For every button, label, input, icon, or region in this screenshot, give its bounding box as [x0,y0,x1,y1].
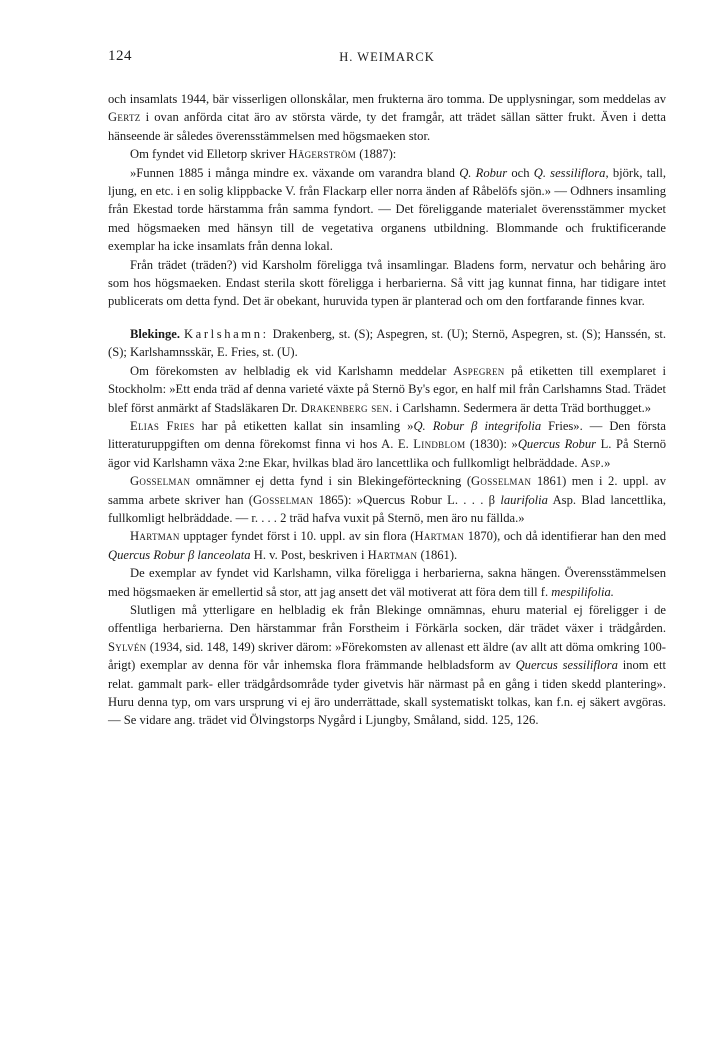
italic-text: Q. sessiliflora, [533,165,609,180]
author-name: Gertz [108,110,141,125]
author-name: Hartman [367,547,418,562]
author-name: Gosselman [130,474,191,489]
italic-text: Quercus Robur β lanceolata [108,547,251,562]
text-run: 1870), och då identifierar han den med [464,529,666,544]
locality-name: Karlshamn: [183,326,269,341]
page [108,48,666,730]
text-run: (1887): [356,147,397,162]
page-number: 124 [108,48,132,64]
paragraph [108,564,666,601]
text-run: i ovan anförda citat äro av största värde, ty det framgår, att trädet sällan sätter frukt. Även i detta hänseende är således överensstämmelsen med högsmaeken stor. [108,110,666,143]
text-run: 1861) men i 2. uppl. av samma arbete skriver han ( [108,474,666,507]
text-run: Om förekomsten av helbladig ek vid Karlshamn meddelar [130,363,454,378]
text-run: (1934, sid. 148, 149) skriver därom: »Förekomsten av allenast ett äldre (av allt att döma omkring 100-årigt) exemplar av denna för vår inhemska flora främmande helbladsform av [108,639,666,673]
author-name: Drakenberg sen. [300,400,393,415]
text-run: L. På Sternö ägor vid Karlshamn växa 2:ne Ekar, hvilkas blad äro lancettlika och fullkomligt helbräddade. [108,437,666,470]
paragraph [108,527,666,564]
paragraph [108,325,666,362]
italic-text: Quercus sessiliflora [515,658,618,673]
text-run: inom ett relat. gammalt park- eller trädgårdsområde tyder givetvis här närmast på en gång i tiden skedd plantering». Huru denna typ, om vars ursprung vi ej äro underrättade, skall systematiskt tolkas, kan f.n. ej säkert avgöras. — Se vidare ang. trädet vid Ölvingstorps Nygård i Ljungby, Småland, sidd. 125, 126. [108,658,666,728]
paragraph [108,145,666,163]
text-run: har på etiketten kallat sin insamling » [194,418,414,433]
text-run: »Funnen 1885 i många mindre ex. växande om varandra bland [130,165,460,180]
paragraph [108,90,666,145]
text-run: (1861). [417,547,458,562]
text-run: (1830): » [465,437,518,452]
italic-text: Q. Robur [459,165,508,180]
author-name: Aspegren [453,363,505,378]
text-run: Asp. Blad lancettlika, fullkomligt helbräddade. — r. . . . 2 träd hafva vuxit på Sternö, men äro nu fällda.» [108,492,667,525]
text-run: De exemplar av fyndet vid Karlshamn, vilka föreligga i herbarierna, sakna hängen. Överensstämmelsen med högsmaeken är emellertid så stor, att jag ansett det väl motiverat att föra dem till f. [108,566,666,599]
paragraph [108,601,666,730]
text-run: på etiketten till exemplaret i Stockholm: »Ett enda träd af denna varieté växte på Sternö By's egor, en half mil från Carlshamns Stad. Trädet blef först anmärkt af Stadsläkaren Dr. [108,363,666,415]
paragraph [108,417,666,472]
body-text [108,90,666,730]
text-run: Fries». — Den första litteraturuppgiften om denna förekomst finna vi hos A. E. [108,418,666,452]
text-run: Om fyndet vid Elletorp skriver [130,147,289,162]
paragraph [108,164,666,256]
text-run: 1865): »Quercus Robur L. . . . β [313,492,501,507]
running-head: H. WEIMARCK [339,50,435,64]
author-name: Asp. [580,455,605,470]
author-name: Hartman [414,529,465,544]
text-run: och insamlats 1944, bär visserligen ollonskålar, men frukterna äro tomma. De upplysningar, som meddelas av [108,92,666,106]
author-name: Elias Fries [130,418,195,433]
text-run: Slutligen må ytterligare en helbladig ek från Blekinge omnämnas, ehuru material ej föreligger i de offentliga herbarierna. Den härstammar från Forstheim i Förkärla socken, där trädet växer i trädgården. [108,602,666,636]
author-name: Gosselman [471,474,532,489]
text-run: omnämner ej detta fynd i sin Blekingeförteckning ( [190,474,472,489]
author-name: Sylvén [108,639,147,654]
author-name: Hägerström [288,147,357,162]
text-run: upptager fyndet först i 10. uppl. av sin flora ( [179,529,415,544]
paragraph [108,362,666,417]
italic-text: Quercus Robur [517,437,597,452]
paragraph [108,256,666,311]
italic-text: mespilifolia. [551,584,614,599]
italic-text: Q. Robur β integrifolia [413,418,542,433]
page-header [108,48,666,72]
text-run: och [507,165,534,180]
author-name: Hartman [130,529,180,544]
text-run: » [604,455,611,470]
text-run: Från trädet (träden?) vid Karsholm föreligga två insamlingar. Bladens form, nervatur och behåring äro som hos högsmaeken. Endast sterila skott föreligga i herbarierna. Så vitt jag kunnat finna, har tidigare intet publicerats om detta fynd. Det är obekant, huruvida typen är planterad och om den fortfarande finnes kvar. [108,257,666,309]
text-run: i Carlshamn. Sedermera är detta Träd borthugget.» [392,400,652,415]
text-run: H. v. Post, beskriven i [250,547,368,562]
section-heading: Blekinge. [130,326,181,341]
text-run: björk, tall, ljung, en etc. i en solig klippbacke V. från Flackarp eller norra änden af Råbelöfs sjön.» — Odhners insamling från Ekestad torde härstamma från samma fyndort. — Det föreliggande materialet överensstämmer mycket med högsmaeken med hänsyn till de vegetativa organens utbildning. Blommande och fruktificerande exemplar ha icke insamlats från denna lokal. [108,165,667,254]
italic-text: laurifolia [500,492,548,507]
author-name: Lindblom [413,437,466,452]
paragraph [108,472,666,527]
author-name: Gosselman [253,492,314,507]
text-run: Drakenberg, st. (S); Aspegren, st. (U); Sternö, Aspegren, st. (S); Hanssén, st. (S); Karlshamnsskär, E. Fries, st. (U). [108,326,667,360]
